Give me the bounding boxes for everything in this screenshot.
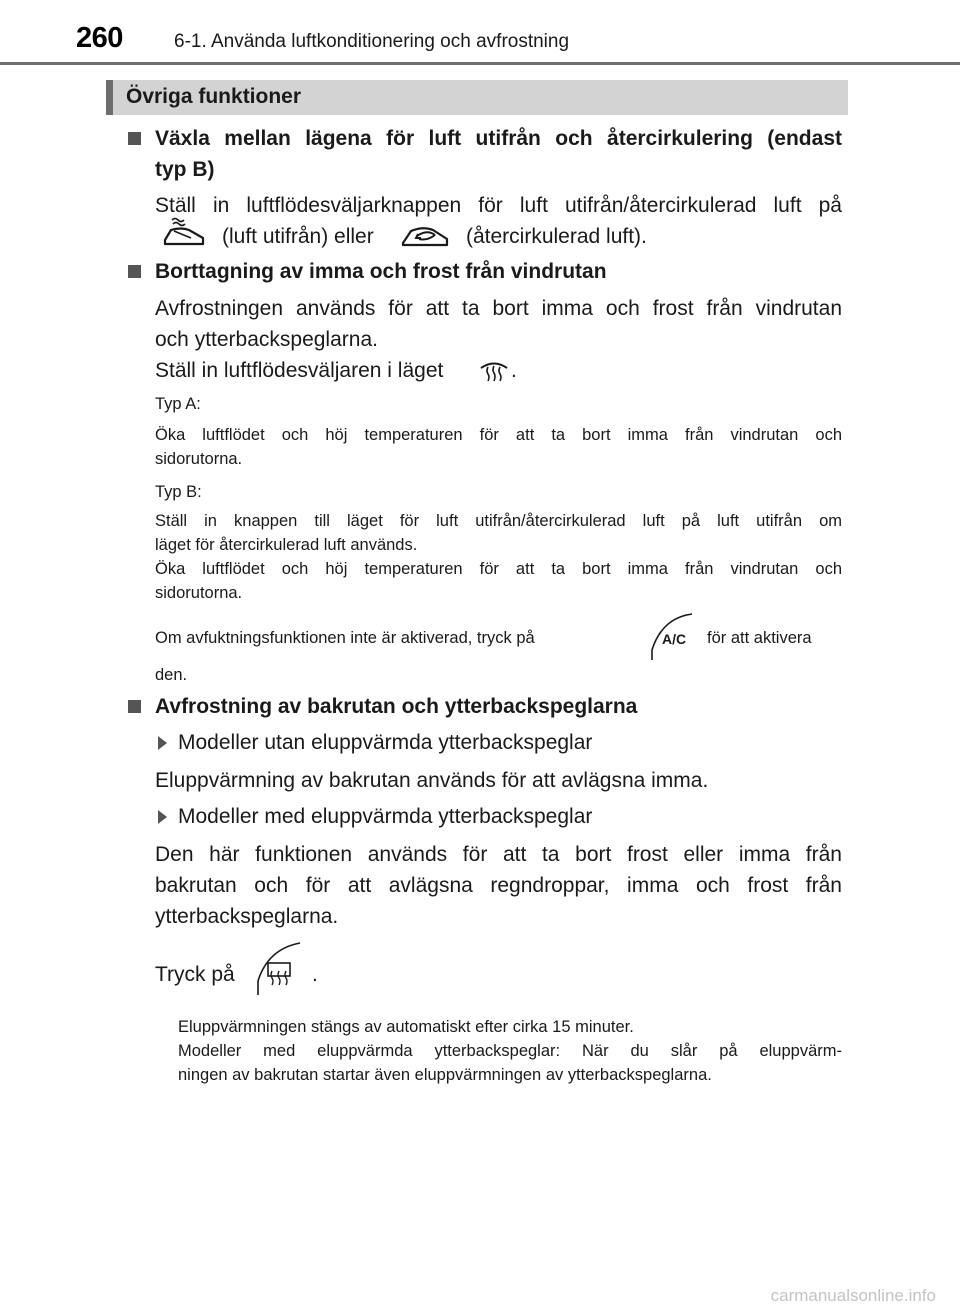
subheading: Modeller utan eluppvärmda ytterbackspeglar bbox=[178, 731, 593, 754]
heading-switch-modes-line2: typ B) bbox=[155, 158, 215, 181]
small-text: Öka luftflödet och höj temperaturen för att ta bort imma från vindrutan och bbox=[155, 426, 842, 444]
body-text: . bbox=[511, 359, 517, 382]
body-text: bakrutan och för att avlägsna regndroppar, imma och frost från bbox=[155, 874, 842, 897]
note-text: Modeller med eluppvärmda ytterbackspeglar: När du slår på eluppvärm- bbox=[178, 1042, 842, 1060]
body-text: Den här funktionen används för att ta bort frost eller imma från bbox=[155, 843, 842, 866]
body-text: Ställ in luftflödesväljaren i läget bbox=[155, 359, 444, 382]
square-bullet bbox=[128, 132, 141, 145]
section-title: Övriga funktioner bbox=[126, 85, 302, 108]
body-text: Avfrostningen används för att ta bort imma och frost från vindrutan bbox=[155, 297, 842, 320]
small-text: sidorutorna. bbox=[155, 450, 243, 468]
body-text: ytterbackspeglarna. bbox=[155, 905, 339, 928]
body-text: Tryck på bbox=[155, 963, 235, 986]
typ-b-label: Typ B: bbox=[155, 483, 202, 501]
body-text: . bbox=[312, 963, 318, 986]
body-text: Eluppvärmning av bakrutan används för att avlägsna imma. bbox=[155, 769, 709, 792]
body-text: (återcirkulerad luft). bbox=[466, 225, 647, 248]
watermark: carmanualsonline.info bbox=[770, 1286, 936, 1305]
body-text: (luft utifrån) eller bbox=[222, 225, 374, 248]
heading-windshield-defrost: Borttagning av imma och frost från vindrutan bbox=[155, 260, 607, 283]
windshield-defrost-icon bbox=[478, 356, 510, 384]
triangle-bullet bbox=[158, 736, 167, 750]
small-text: Öka luftflödet och höj temperaturen för att ta bort imma från vindrutan och bbox=[155, 560, 842, 578]
subheading: Modeller med eluppvärmda ytterbackspeglar bbox=[178, 805, 593, 828]
header-rule bbox=[0, 62, 960, 65]
square-bullet bbox=[128, 700, 141, 713]
section-accent bbox=[106, 80, 113, 115]
body-text: och ytterbackspeglarna. bbox=[155, 328, 378, 351]
note-text: ningen av bakrutan startar även eluppvärmningen av ytterbackspeglarna. bbox=[178, 1066, 712, 1084]
rear-defrost-button-icon bbox=[250, 941, 308, 999]
body-text: Ställ in luftflödesväljarknappen för luft utifrån/återcirkulerad luft på bbox=[155, 194, 842, 217]
heading-switch-modes-line1: Växla mellan lägena för luft utifrån och återcirkulering (endast bbox=[155, 127, 842, 150]
heading-rear-defrost: Avfrostning av bakrutan och ytterbackspeglarna bbox=[155, 695, 638, 718]
recirculation-icon bbox=[397, 217, 453, 251]
small-text: den. bbox=[155, 666, 188, 684]
small-text: Ställ in knappen till läget för luft utifrån/återcirkulerad luft på luft utifrån om bbox=[155, 512, 842, 530]
svg-text:A/C: A/C bbox=[662, 631, 687, 647]
chapter-title: 6-1. Använda luftkonditionering och avfrostning bbox=[174, 31, 570, 52]
triangle-bullet bbox=[158, 810, 167, 824]
typ-a-label: Typ A: bbox=[155, 395, 201, 413]
fresh-air-icon bbox=[159, 216, 209, 250]
square-bullet bbox=[128, 265, 141, 278]
page-number: 260 bbox=[76, 22, 123, 54]
small-text: sidorutorna. bbox=[155, 584, 243, 602]
small-text: Om avfuktningsfunktionen inte är aktiverad, tryck på bbox=[155, 629, 535, 647]
small-text: för att aktivera bbox=[707, 629, 812, 647]
section-header bbox=[106, 80, 848, 115]
ac-button-icon bbox=[644, 612, 700, 662]
note-text: Eluppvärmningen stängs av automatiskt efter cirka 15 minuter. bbox=[178, 1018, 634, 1036]
small-text: läget för återcirkulerad luft används. bbox=[155, 536, 418, 554]
